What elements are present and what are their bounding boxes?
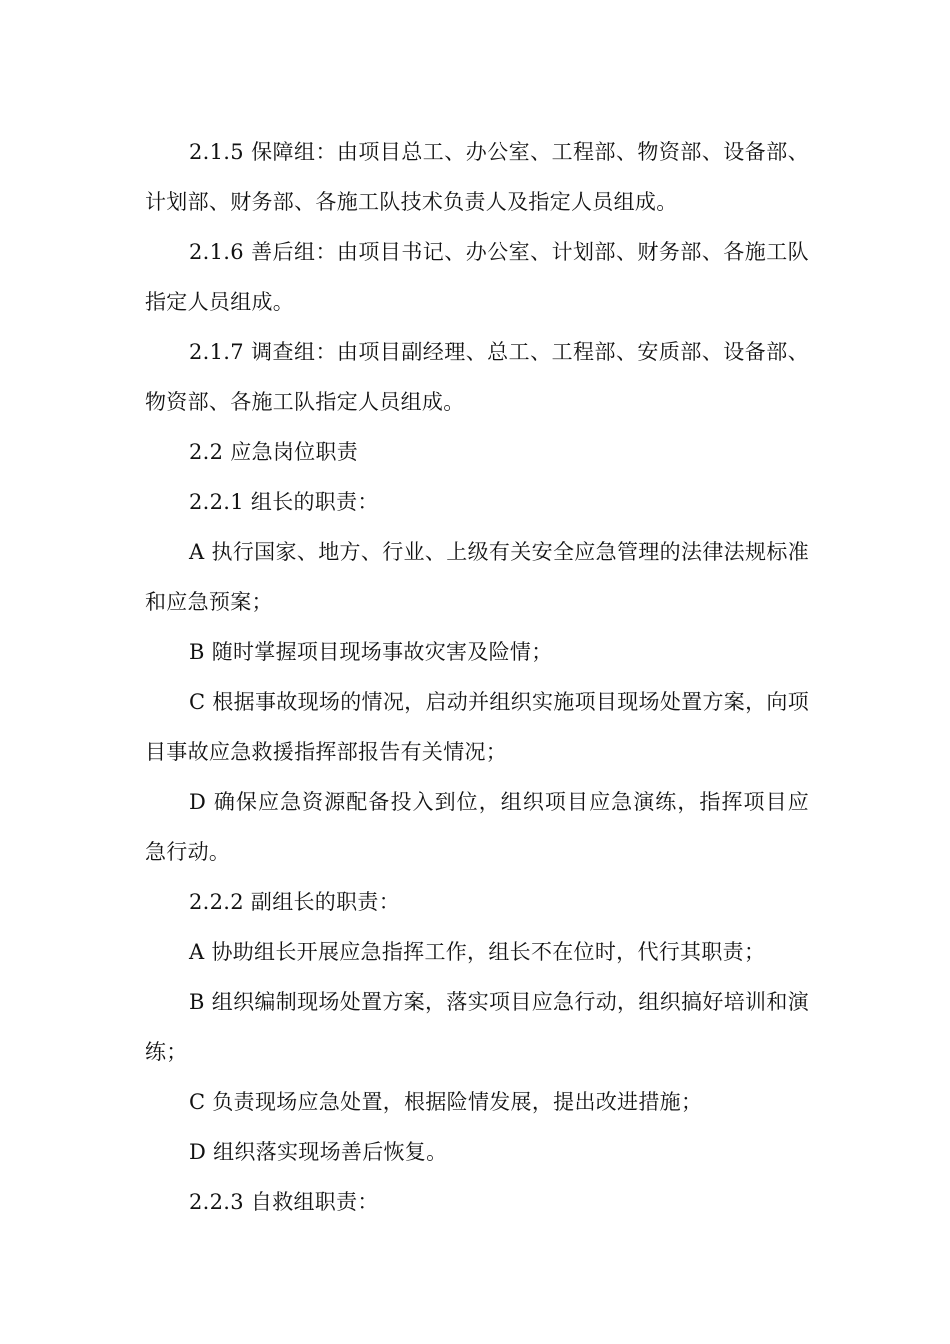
subsection-heading-2-2-1: 2.2.1 组长的职责： (189, 490, 379, 514)
subsection-heading-2-2-3: 2.2.3 自救组职责： (189, 1190, 379, 1214)
document-body (145, 127, 809, 1227)
list-item-deputy-c: C 负责现场应急处置，根据险情发展，提出改进措施； (189, 1090, 703, 1114)
list-item-leader-b: B 随时掌握项目现场事故灾害及险情； (189, 640, 553, 664)
section-heading-2-2: 2.2 应急岗位职责 (189, 440, 359, 464)
subsection-heading-2-2-2: 2.2.2 副组长的职责： (189, 890, 401, 914)
list-item-leader-a: A 执行国家、地方、行业、上级有关安全应急管理的法律法规标准和应急预案； (145, 540, 809, 614)
paragraph-2-1-7: 2.1.7 调查组：由项目副经理、总工、工程部、安质部、设备部、物资部、各施工队指定人员组成。 (145, 340, 809, 414)
paragraph-2-1-5: 2.1.5 保障组：由项目总工、办公室、工程部、物资部、设备部、计划部、财务部、各施工队技术负责人及指定人员组成。 (145, 140, 809, 214)
paragraph-2-1-6: 2.1.6 善后组：由项目书记、办公室、计划部、财务部、各施工队指定人员组成。 (145, 240, 809, 314)
list-item-leader-d: D 确保应急资源配备投入到位，组织项目应急演练，指挥项目应急行动。 (145, 790, 809, 864)
list-item-deputy-d: D 组织落实现场善后恢复。 (189, 1140, 448, 1164)
list-item-deputy-a: A 协助组长开展应急指挥工作，组长不在位时，代行其职责； (189, 940, 766, 964)
list-item-deputy-b: B 组织编制现场处置方案，落实项目应急行动，组织搞好培训和演练； (145, 990, 809, 1064)
list-item-leader-c: C 根据事故现场的情况，启动并组织实施项目现场处置方案，向项目事故应急救援指挥部报告有关情况； (145, 690, 809, 764)
